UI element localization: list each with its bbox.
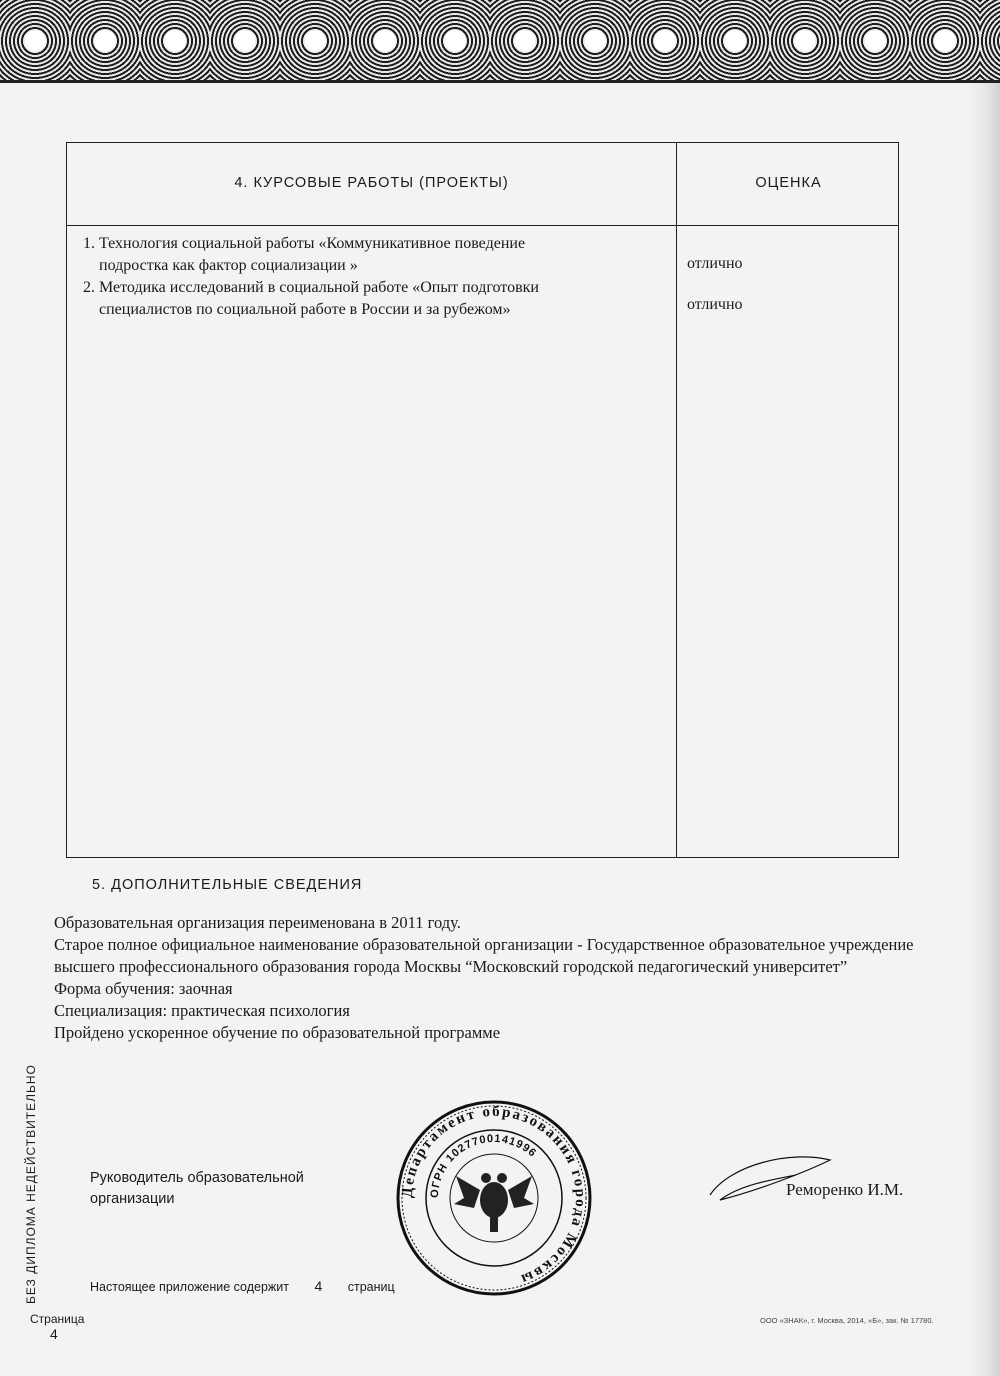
- page-count: 4: [314, 1278, 323, 1294]
- additional-info: [54, 912, 934, 1044]
- eagle-emblem-icon: [454, 1173, 534, 1232]
- coursework-list: [79, 233, 689, 321]
- additional-info-title: 5. ДОПОЛНИТЕЛЬНЫЕ СВЕДЕНИЯ: [92, 877, 363, 893]
- coursework-header: 4. КУРСОВЫЕ РАБОТЫ (ПРОЕКТЫ): [234, 175, 509, 191]
- validity-note: БЕЗ ДИПЛОМА НЕДЕЙСТВИТЕЛЬНО: [24, 1064, 38, 1304]
- info-line: Образовательная организация переименована в 2011 году.: [54, 913, 461, 932]
- info-line: Форма обучения: заочная: [54, 979, 233, 998]
- signatory-label-line: организации: [90, 1191, 175, 1207]
- signatory-name: Реморенко И.М.: [786, 1180, 904, 1199]
- list-item: [99, 233, 689, 277]
- page-count-prefix: Настоящее приложение содержит: [90, 1280, 289, 1294]
- official-seal: [394, 1098, 594, 1298]
- info-line: Старое полное официальное наименование образовательной организации - Государственное образовательное учреждение высшего профессионального образования города Москвы “Московский городской педагогический университет”: [54, 935, 914, 976]
- list-item: [99, 277, 689, 321]
- page-number: 4: [50, 1326, 58, 1342]
- table-header-divider: [67, 225, 898, 226]
- guilloche-border: [0, 0, 1000, 82]
- page-count-suffix: страниц: [347, 1280, 395, 1294]
- seal-outer-text: Департамент образования города Москвы: [399, 1103, 589, 1288]
- info-line: Специализация: практическая психология: [54, 1001, 350, 1020]
- grade-value: отлично: [687, 296, 743, 313]
- coursework-title-line: Методика исследований в социальной работе «Опыт подготовки: [99, 279, 539, 296]
- seal-inner-text: ОГРН 1027700141996: [428, 1132, 539, 1199]
- attachment-page-count: [90, 1278, 395, 1294]
- scan-shadow: [968, 82, 1000, 1376]
- grade-header: ОЦЕНКА: [755, 175, 822, 191]
- coursework-title-line: Технология социальной работы «Коммуникативное поведение: [99, 235, 526, 252]
- coursework-title-line: специалистов по социальной работе в России и за рубежом»: [99, 301, 511, 318]
- info-line: Пройдено ускоренное обучение по образовательной программе: [54, 1023, 501, 1042]
- printer-imprint: ООО «ЗНАК», г. Москва, 2014, «Б», зак. № 17780.: [760, 1316, 934, 1325]
- page-label: Страница: [30, 1312, 85, 1326]
- coursework-title-line: подростка как фактор социализации »: [99, 257, 358, 274]
- coursework-table: [66, 142, 899, 858]
- signatory-label: [90, 1168, 304, 1210]
- border-edge: [0, 80, 1000, 83]
- signatory-label-line: Руководитель образовательной: [90, 1170, 304, 1186]
- grade-value: отлично: [687, 255, 743, 272]
